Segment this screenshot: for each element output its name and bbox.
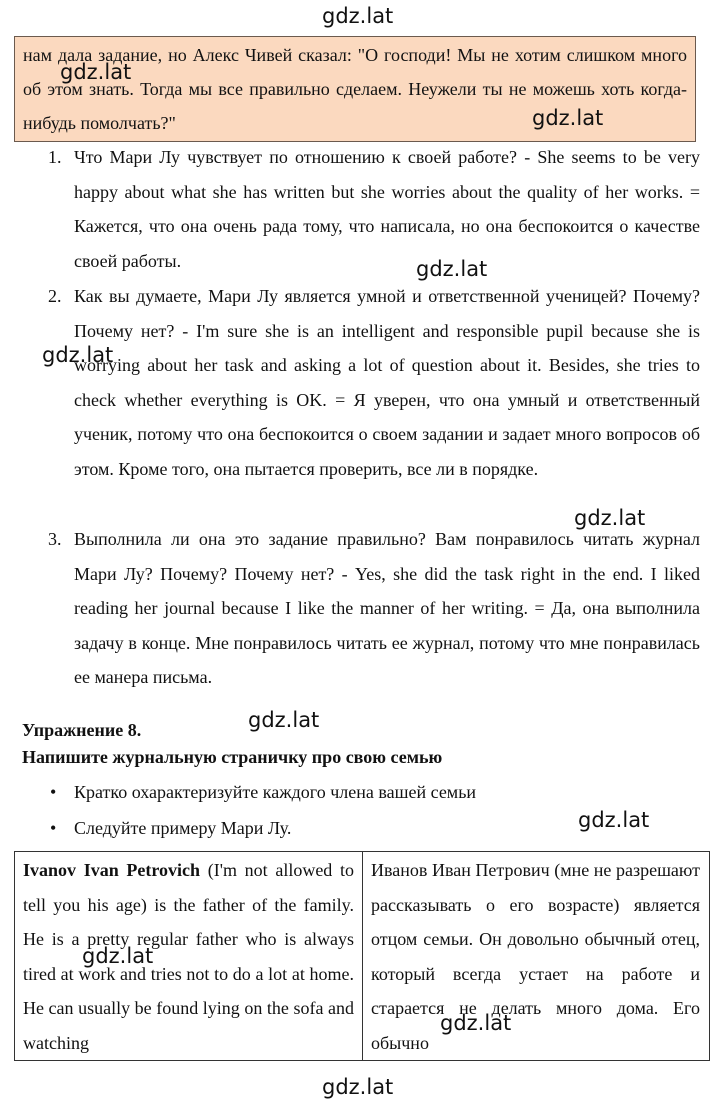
- watermark: gdz.lat: [440, 1011, 512, 1035]
- person-name: Ivanov Ivan Petrovich: [23, 860, 201, 880]
- question-item: [48, 522, 700, 695]
- question-number: 1.: [48, 147, 62, 167]
- bullet-item: [50, 816, 291, 840]
- bullet-text: Кратко охарактеризуйте каждого члена вашей семьи: [74, 782, 477, 802]
- exercise-task: Напишите журнальную страничку про свою семью: [22, 747, 443, 767]
- question-number: 3.: [48, 529, 62, 549]
- question-text: Что Мари Лу чувствует по отношению к своей работе? - She seems to be very happy about what she has written but she worries about the quality of her works. = Кажется, что она очень рада тому, что написала, но она беспокоится о качестве своей работы.: [74, 147, 700, 271]
- question-number: 2.: [48, 286, 62, 306]
- watermark: gdz.lat: [574, 506, 646, 530]
- watermark: gdz.lat: [578, 808, 650, 832]
- watermark: gdz.lat: [42, 343, 114, 367]
- watermark: gdz.lat: [416, 257, 488, 281]
- exercise-title: Упражнение 8.: [22, 720, 142, 740]
- watermark: gdz.lat: [82, 944, 154, 968]
- question-item: [48, 279, 700, 486]
- bullet-icon: •: [50, 782, 57, 802]
- question-text: Выполнила ли она это задание правильно? Вам понравилось читать журнал Мари Лу? Почему? Почему нет? - Yes, she did the task right in the end. I liked reading her journal because I like the manner of her writing. = Да, она выполнила задачу в конце. Мне понравилось читать ее журнал, потому что мне понравилась ее манера письма.: [74, 529, 700, 687]
- watermark: gdz.lat: [322, 1075, 394, 1099]
- question-text: Как вы думаете, Мари Лу является умной и ответственной ученицей? Почему? Почему нет? - I'm sure she is an intelligent and responsible pupil because she is worrying about her task and asking a lot of question about it. Besides, she tries to check whether everything is OK. = Я уверен, что она умный и ответственный ученик, потому что она беспокоится о своем задании и задает много вопросов об этом. Кроме того, она пытается проверить, все ли в порядке.: [74, 286, 700, 479]
- watermark: gdz.lat: [248, 708, 320, 732]
- english-text: (I'm not allowed to tell you his age) is the father of the family. He is a pretty regular father who is always tired at work and tries not to do a lot at home. He can usually be found lying on the sofa and watching: [23, 860, 354, 1053]
- english-column: [15, 852, 363, 1060]
- russian-column: [363, 852, 708, 1060]
- question-item: [48, 140, 700, 278]
- bullet-icon: •: [50, 818, 57, 838]
- russian-text: Иванов Иван Петрович (мне не разрешают рассказывать о его возрасте) является отцом семьи. Он довольно обычный отец, который всегда устает на работе и старается не делать много дома. Его обычно: [371, 860, 700, 1053]
- watermark: gdz.lat: [532, 106, 604, 130]
- quote-text: нам дала задание, но Алекс Чивей сказал: "О господи! Мы не хотим слишком много об этом знать. Тогда мы все правильно сделаем. Неужели ты не можешь хоть когда-нибудь помолчать?": [23, 45, 687, 133]
- watermark: gdz.lat: [322, 4, 394, 28]
- bullet-text: Следуйте примеру Мари Лу.: [74, 818, 292, 838]
- bullet-item: [50, 780, 476, 804]
- watermark: gdz.lat: [60, 60, 132, 84]
